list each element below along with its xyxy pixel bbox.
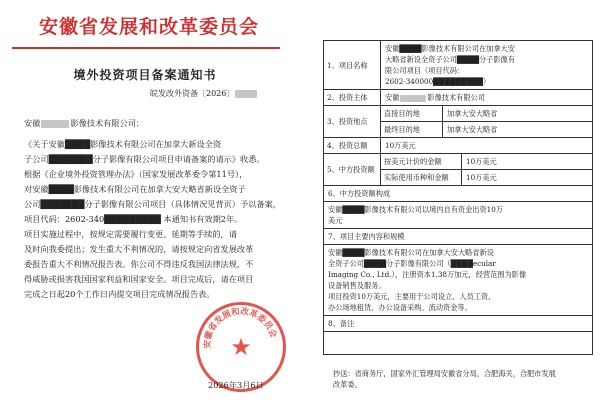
body-line: 得威胁或损害我国国家利益和国家安全。项目完成后，请在项目: [24, 274, 254, 284]
project-name-value: [381, 41, 592, 89]
issuer-header: 安徽省发展和改革委员会: [38, 16, 259, 38]
value-line: 安徽████影像技术有限公司在加拿大安大略省新设: [328, 248, 494, 257]
redaction-block: [400, 95, 426, 102]
seal-text: 安徽省发展和改革委员会: [202, 306, 279, 349]
sub-row: [381, 154, 592, 170]
value-line: 设备销售及服务。: [328, 281, 386, 290]
project-content-value: [324, 245, 530, 315]
investor-suffix: 影像技术有限公司: [427, 93, 485, 102]
funding-composition-value: [324, 202, 507, 228]
redaction-block: [41, 120, 69, 128]
value-line: 限公司项目（项目代码：: [385, 66, 465, 75]
location-subtable: [381, 106, 592, 137]
investor-value: [381, 90, 592, 105]
body-line: 委报告重大不利情况报告表。你公司不得违反我国法律法规，不: [24, 259, 254, 269]
row-label: 1、项目名称: [324, 41, 381, 89]
table-row: [324, 316, 592, 332]
salutation: [24, 118, 144, 129]
cc-list: [333, 368, 593, 390]
sub-row: [381, 122, 592, 137]
body-line: 及时向我委提出；发生重大不利情况的，请按规定向省发展改革: [24, 244, 254, 254]
body-line: 《关于安徽████影像技术有限公司在加拿大新设全资: [24, 139, 222, 149]
right-page: [313, 0, 600, 415]
value-line: 安徽████影像技术有限公司以境内自有资金出资10万: [328, 205, 504, 214]
value-line: 全资子公司████分子影像有限公司（████ecular: [328, 259, 496, 268]
body-line: 完成之日起20个工作日内提交项目完成情况报告表。: [24, 289, 215, 299]
sub-value: 10万美元: [466, 157, 497, 166]
value-line: 办公场地租赁、办公设备采购、流动资金等。: [328, 303, 472, 312]
body-line: 对安徽████影像技术有限公司在加拿大安大略省新设全资子: [24, 184, 246, 194]
value-line: 美元: [328, 216, 343, 225]
salutation-prefix: 安徽: [24, 118, 41, 128]
document-number-text: 皖发改外资备〔2026〕: [150, 89, 235, 98]
redaction-block: [235, 90, 257, 98]
investor-prefix: 安徽: [385, 93, 400, 102]
section-heading: 7、项目主要内容和规模: [328, 232, 405, 241]
notice-body: [24, 137, 284, 302]
project-info-table: [323, 40, 593, 355]
value-line: 安徽████影像技术有限公司在加拿大安: [385, 44, 515, 53]
document-title: 境外投资项目备案通知书: [73, 68, 217, 82]
sub-value: 加拿大安大略省: [447, 109, 498, 118]
remarks-row: [324, 332, 592, 354]
value-line: 项目投资10万美元，主要用于公司设立、人员工资、: [328, 292, 496, 301]
sub-row: [381, 106, 592, 122]
table-row: [324, 245, 592, 316]
table-row: [324, 106, 592, 138]
table-row: [324, 154, 592, 186]
value-line: 大略省新设全资子公司████分子影像有: [385, 55, 515, 64]
row-label: 4、投资总额: [324, 138, 381, 153]
body-line: 公司███████分子影像有限公司项目（具体情况见背页）予以备案，: [24, 199, 281, 209]
sub-label: 按美元计价的金额: [381, 154, 462, 169]
sub-label: 最终目的地: [381, 122, 443, 137]
value-line: Imaging Co., Ltd.），注册资本1.38万加元，经营范围为影像: [328, 270, 527, 279]
star-icon: ★: [230, 333, 252, 361]
table-row: [324, 138, 592, 154]
sub-value: 加拿大安大略省: [447, 125, 498, 134]
body-line: 项目代码：2602-340█████████ 本通知书有效期2年。: [24, 214, 243, 224]
document-number: [150, 88, 257, 99]
section-heading: 6、中方投资额构成: [328, 189, 391, 198]
body-line: 根据《企业境外投资管理办法》（国家发展改革委令第11号），: [24, 169, 248, 179]
table-row: [324, 41, 592, 90]
table-row: [324, 229, 592, 245]
chinese-investment-subtable: [381, 154, 592, 185]
row-label: 3、投资地点: [324, 106, 381, 137]
table-row: [324, 202, 592, 229]
body-line: 项目实施过程中，按规定需要履行变更、延期等手续的，请: [24, 229, 237, 239]
cc-line: 抄送：省商务厅，国家外汇管理局安徽省分局，合肥海关，合肥市发展: [333, 369, 556, 378]
sub-row: [381, 170, 592, 185]
sub-value: 10万美元: [466, 173, 497, 182]
table-row: [324, 90, 592, 106]
total-investment-value: 10万美元: [385, 141, 416, 150]
value-line: 2602-340000█████████）: [385, 77, 491, 86]
cc-line: 改革委。: [333, 380, 362, 389]
row-label: 5、中方投资额: [324, 154, 381, 185]
table-row: [324, 186, 592, 202]
header-rule: [12, 47, 280, 49]
official-seal: [196, 302, 286, 392]
issue-date: 2026年3月6日: [208, 380, 264, 390]
row-label: 2、投资主体: [324, 90, 381, 105]
section-heading: 8、备注: [328, 319, 355, 328]
left-page: [0, 0, 290, 415]
salutation-suffix: 影像技术有限公司：: [70, 118, 145, 128]
body-line: 子公司███████分子影像有限公司项目申请备案的请示》收悉。: [24, 154, 265, 164]
sub-label: 直接目的地: [381, 106, 443, 121]
sub-label: 实际使用币种和金额: [381, 170, 462, 185]
